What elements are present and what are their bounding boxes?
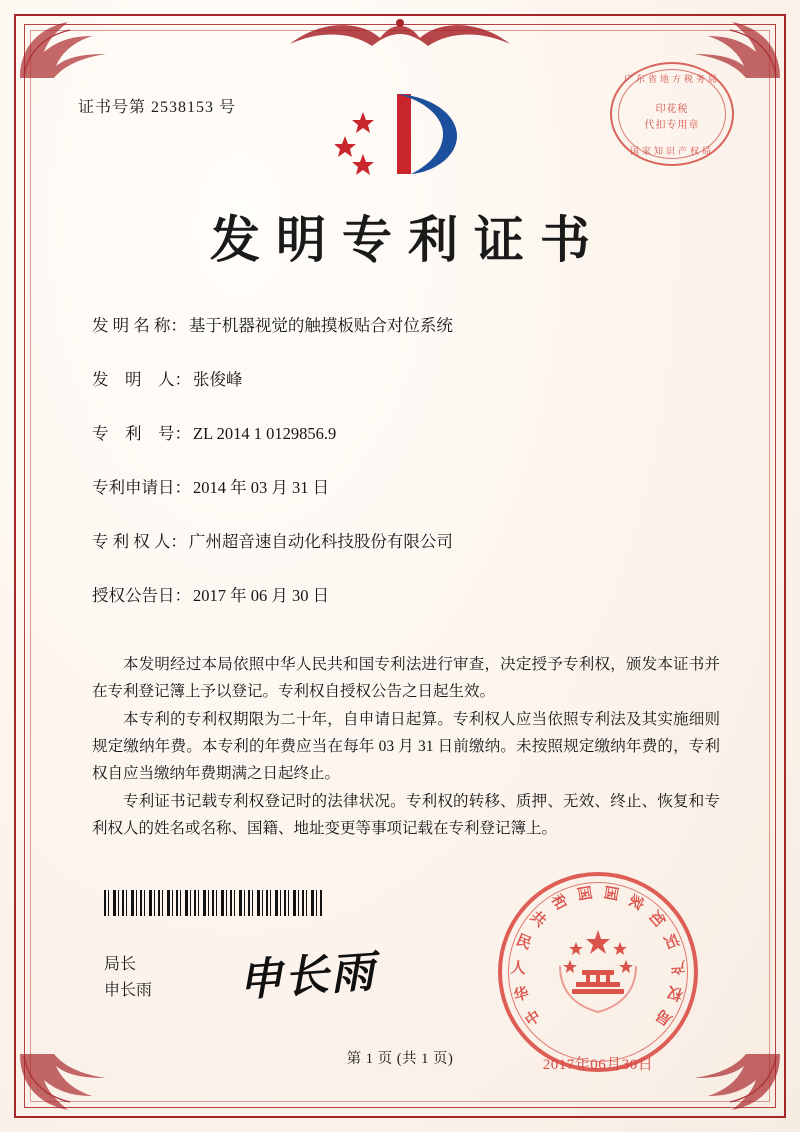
certificate-number: 证书号第 2538153 号	[78, 99, 237, 116]
seal-arc-bottom-text: 国家知识产权局	[629, 146, 714, 156]
field-row	[92, 368, 722, 391]
field-label: 授权公告日：	[92, 586, 191, 606]
seal-date: 2017年06月30日	[542, 1057, 654, 1073]
barcode	[104, 890, 324, 916]
handwritten-signature: 申长雨	[236, 946, 378, 1007]
field-value: 基于机器视觉的触摸板贴合对位系统	[188, 316, 453, 335]
legal-text-block	[92, 652, 720, 845]
certificate-content	[48, 52, 752, 1080]
field-label: 发 明 名 称：	[92, 316, 187, 335]
national-office-seal	[498, 872, 698, 1072]
field-value: 广州超音速自动化科技股份有限公司	[188, 532, 453, 552]
field-value: 2017 年 06 月 30 日	[193, 586, 330, 606]
seal-line-1: 印花税	[655, 104, 689, 115]
cnipa-logo-icon	[335, 88, 465, 180]
field-value: 张俊峰	[193, 370, 243, 390]
signatory-block	[104, 952, 152, 1005]
seal-arc-top-text: 广东省地方税务局	[623, 74, 720, 84]
field-row	[92, 314, 722, 337]
seal-ring-text: 中 华 人 民 共 和 国 国 家 知 识 产 权 局	[510, 884, 686, 1030]
field-row	[92, 584, 722, 607]
field-row	[92, 422, 722, 445]
seal-line-2: 代扣专用章	[644, 120, 700, 131]
page-footer: 第 1 页 (共 1 页)	[346, 1051, 454, 1067]
top-ornament-icon	[280, 14, 520, 54]
paragraph: 专利证书记载专利权登记时的法律状况。专利权的转移、质押、无效、终止、恢复和专利权人的姓名或名称、国籍、地址变更等事项记载在专利登记簿上。	[92, 793, 720, 837]
field-label: 专 利 号：	[92, 424, 191, 444]
page-title: 发明专利证书	[210, 210, 606, 269]
field-label: 专利申请日：	[92, 478, 191, 498]
field-row	[92, 476, 722, 499]
field-label: 专 利 权 人：	[92, 532, 187, 552]
signatory-role: 局长	[104, 956, 137, 973]
signatory-name: 申长雨	[104, 982, 153, 1000]
field-value: ZL 2014 1 0129856.9	[193, 424, 337, 444]
field-value: 2014 年 03 月 31 日	[193, 478, 330, 498]
national-emblem-icon	[546, 920, 650, 1024]
field-row	[92, 530, 722, 553]
field-label: 发 明 人：	[92, 370, 191, 390]
field-list	[92, 314, 722, 639]
paragraph: 本专利的专利权期限为二十年，自申请日起算。专利权人应当依照专利法及其实施细则规定缴纳年费。本专利的年费应当在每年 03 月 31 日前缴纳。未按照规定缴纳年费的，专利权自应当缴纳年费期满之日起终止。	[92, 711, 720, 782]
paragraph: 本发明经过本局依照中华人民共和国专利法进行审查，决定授予专利权，颁发本证书并在专利登记簿上予以登记。专利权自授权公告之日起生效。	[92, 656, 720, 700]
tax-stamp-seal	[610, 62, 734, 166]
